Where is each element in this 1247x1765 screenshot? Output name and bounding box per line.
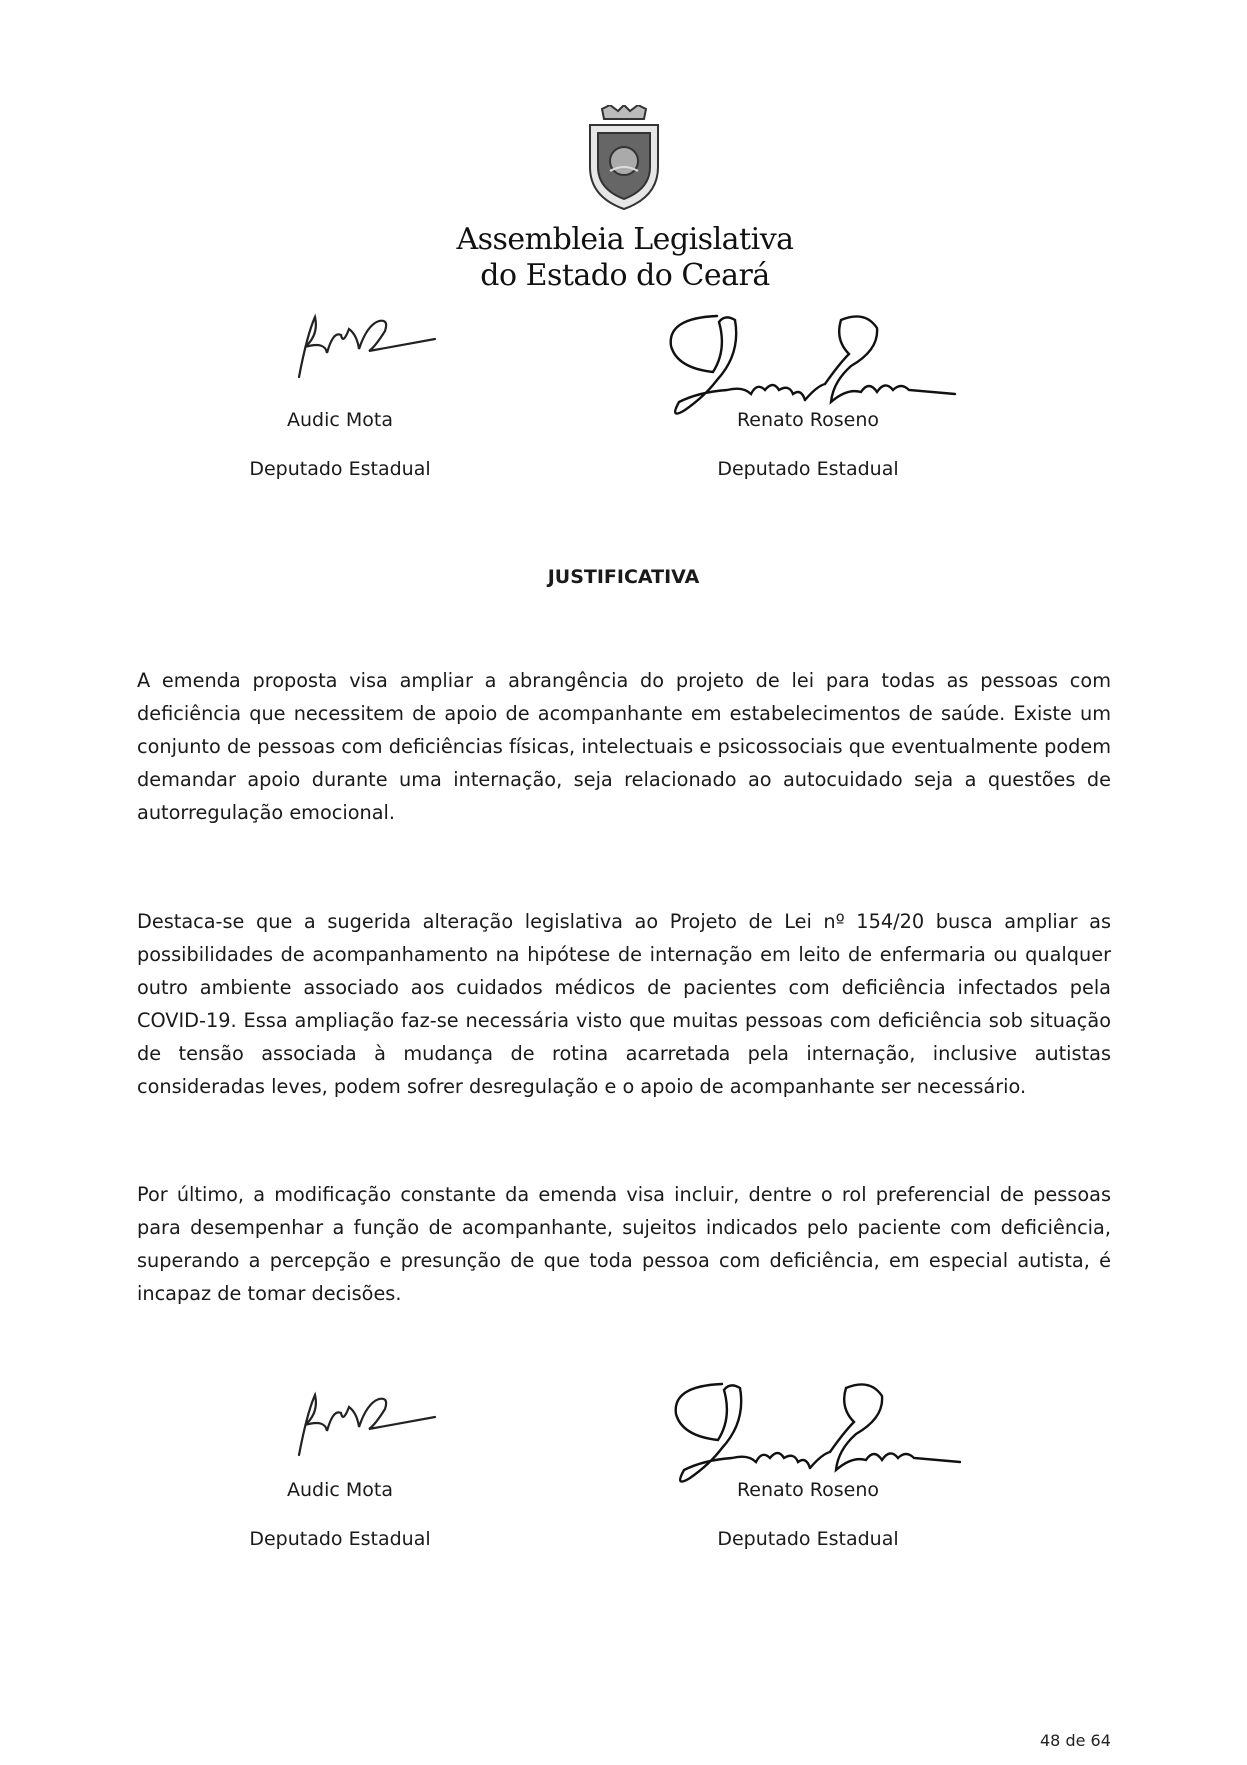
signer-block-audic-mota-top <box>215 408 465 481</box>
paragraph-1: A emenda proposta visa ampliar a abrangência do projeto de lei para todas as pessoas com deficiência que necessitem de apoio de acompanhante em estabelecimentos de saúde. Existe um conjunto de pessoas com deficiências físicas, intelectuais e psicossociais que eventualmente podem demandar apoio durante uma internação, seja relacionado ao autocuidado seja a questões de autorregulação emocional. <box>137 669 1111 824</box>
signer-role: Deputado Estadual <box>717 1528 899 1550</box>
page-indicator: 48 de 64 <box>1040 1731 1111 1750</box>
signer-name: Audic Mota <box>287 1479 393 1501</box>
signature-audic-mota-top <box>285 305 465 385</box>
signer-block-renato-roseno-bottom <box>683 1478 933 1551</box>
paragraph-2: Destaca-se que a sugerida alteração legislativa ao Projeto de Lei nº 154/20 busca ampliar as possibilidades de acompanhamento na hipótese de internação em leito de enfermaria ou qualquer outro ambiente associado aos cuidados médicos de pacientes com deficiência infectados pela COVID-19. Essa ampliação faz-se necessária visto que muitas pessoas com deficiência sob situação de tensão associada à mudança de rotina acarretada pela internação, inclusive autistas consideradas leves, podem sofrer desregulação e o apoio de acompanhante ser necessário. <box>137 910 1111 1098</box>
institution-name-line1: Assembleia Legislativa <box>456 222 794 257</box>
justification-heading: JUSTIFICATIVA <box>547 566 700 588</box>
signature-audic-mota-bottom <box>285 1383 465 1463</box>
signer-block-renato-roseno-top <box>683 408 933 481</box>
signer-role: Deputado Estadual <box>249 458 431 480</box>
institution-name-line2: do Estado do Ceará <box>480 258 770 293</box>
signer-block-audic-mota-bottom <box>215 1478 465 1551</box>
signer-role: Deputado Estadual <box>717 458 899 480</box>
signer-name: Renato Roseno <box>736 1479 880 1501</box>
signer-name: Audic Mota <box>287 409 393 431</box>
signer-name: Renato Roseno <box>736 409 880 431</box>
institution-title <box>390 222 860 294</box>
state-coat-of-arms-icon <box>580 105 668 213</box>
signer-role: Deputado Estadual <box>249 1528 431 1550</box>
paragraph-3: Por último, a modificação constante da emenda visa incluir, dentre o rol preferencial de pessoas para desempenhar a função de acompanhante, sujeitos indicados pelo paciente com deficiência, superando a percepção e presunção de que toda pessoa com deficiência, em especial autista, é incapaz de tomar decisões. <box>137 1183 1111 1305</box>
